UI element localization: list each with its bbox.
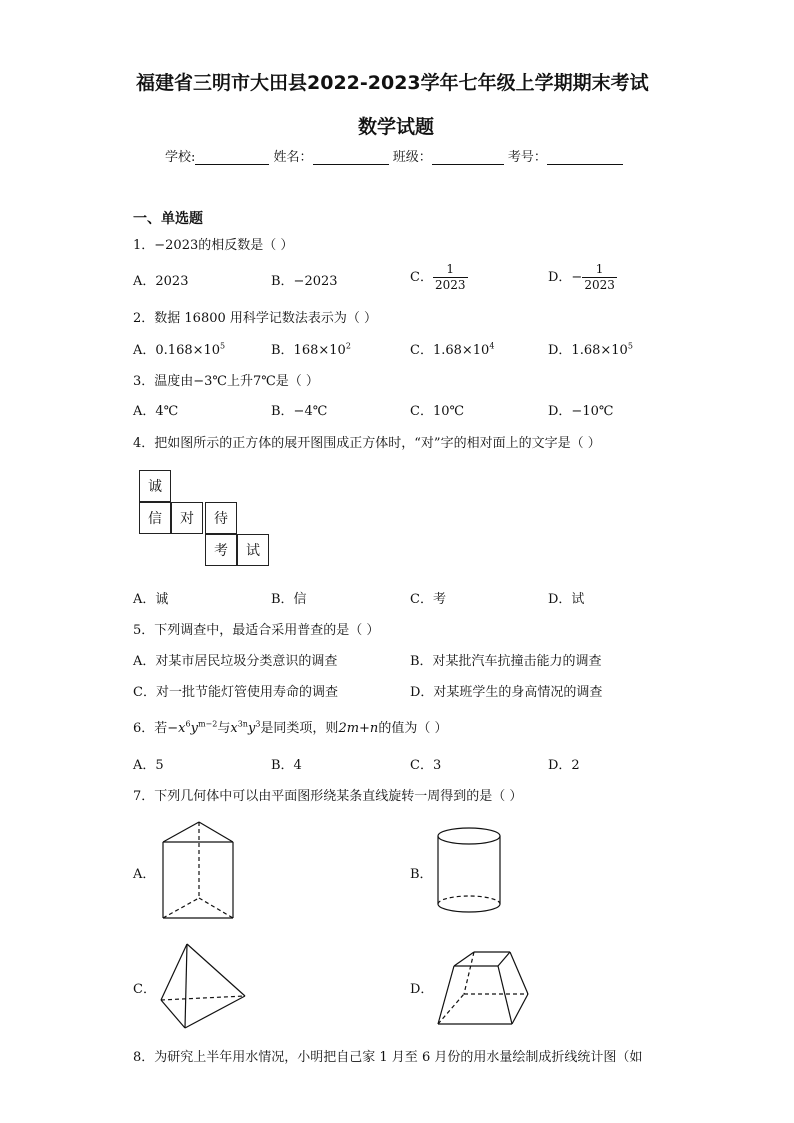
q5-option-d: D．对某班学生的身高情况的调查 — [410, 685, 603, 700]
net-face-dai: 待 — [205, 502, 237, 534]
q6-option-a: A．5 — [133, 758, 164, 773]
net-face-shi: 试 — [237, 534, 269, 566]
q4-option-d: D．试 — [548, 592, 585, 607]
q7-option-b-label: B． — [410, 867, 433, 882]
q1-d-numerator: 1 — [595, 262, 604, 276]
q8-stem: 8．为研究上半年用水情况，小明把自己家 1 月至 6 月份的用水量绘制成折线统计图（如 — [133, 1050, 643, 1065]
q2-option-a: A．$0.168\times 10^5$ — [133, 341, 226, 358]
q7-stem: 7．下列几何体中可以由平面图形绕某条直线旋转一周得到的是（ ） — [133, 789, 523, 804]
q1-c-numerator: 1 — [446, 262, 455, 276]
q3-option-d: D．−10℃ — [548, 404, 614, 419]
q1-c-denominator: 2023 — [434, 278, 466, 292]
q5-option-b: B．对某批汽车抗撞击能力的调查 — [410, 654, 602, 669]
q1-stem: 1．−2023的相反数是（ ） — [133, 238, 294, 253]
q3-option-a: A．4℃ — [133, 404, 179, 419]
number-label: 考号： — [507, 150, 547, 165]
q1-option-b: B．−2023 — [271, 274, 338, 289]
q2-option-c: C．$1.68\times 10^4$ — [410, 341, 495, 358]
name-label: 姓名： — [273, 150, 313, 165]
q7-option-c-label: C． — [133, 982, 156, 997]
q6-stem: 6．若$-x^6y^{m-2}$与$x^{3n}y^3$是同类项，则2m+n的值为（ ） — [133, 719, 448, 736]
q1-option-c: C． $\frac{1}{2023}$ — [410, 262, 466, 292]
q5-option-a: A．对某市居民垃圾分类意识的调查 — [133, 654, 338, 669]
section-title: 一、单选题 — [133, 211, 203, 227]
cube-net-figure — [133, 468, 275, 572]
school-blank[interactable] — [195, 150, 269, 165]
net-face-kao: 考 — [205, 534, 237, 566]
q1-option-d: D．− $\frac{1}{2023}$ — [548, 262, 615, 292]
net-face-xin: 信 — [139, 502, 171, 534]
q4-option-b: B．信 — [271, 592, 307, 607]
number-blank[interactable] — [547, 150, 623, 165]
q2-stem: 2．数据 16800 用科学记数法表示为（ ） — [133, 311, 378, 326]
q5-option-c: C．对一批节能灯管使用寿命的调查 — [133, 685, 338, 700]
class-blank[interactable] — [432, 150, 504, 165]
page-title-line1: 福建省三明市大田县2022-2023学年七年级上学期期末考试 — [136, 72, 649, 94]
q1-option-a: A．2023 — [133, 274, 189, 289]
q6-option-b: B．4 — [271, 758, 302, 773]
q7-option-d-label: D． — [410, 982, 434, 997]
q2-option-b: B．$168\times 10^2$ — [271, 341, 351, 358]
q2-option-d: D．$1.68\times 10^5$ — [548, 341, 633, 358]
q4-option-a: A．诚 — [133, 592, 169, 607]
q3-option-c: C．10℃ — [410, 404, 465, 419]
q3-option-b: B．−4℃ — [271, 404, 328, 419]
name-blank[interactable] — [313, 150, 389, 165]
page-title-line2: 数学试题 — [358, 116, 435, 138]
triangular-prism-figure — [155, 820, 237, 922]
q3-stem: 3．温度由−3℃上升7℃是（ ） — [133, 374, 319, 389]
q7-option-a-label: A． — [133, 867, 156, 882]
class-label: 班级： — [392, 150, 432, 165]
triangular-pyramid-figure — [155, 940, 249, 1032]
cylinder-figure — [434, 826, 504, 918]
frustum-figure — [434, 948, 534, 1030]
q4-stem: 4．把如图所示的正方体的展开图围成正方体时，“对”字的相对面上的文字是（ ） — [133, 436, 601, 451]
school-label: 学校: — [165, 150, 196, 165]
net-face-dui: 对 — [171, 502, 203, 534]
q4-option-c: C．考 — [410, 592, 446, 607]
net-face-cheng: 诚 — [139, 470, 171, 502]
q6-option-d: D．2 — [548, 758, 580, 773]
info-fields — [165, 146, 623, 165]
q5-stem: 5．下列调查中，最适合采用普查的是（ ） — [133, 623, 380, 638]
q1-d-denominator: 2023 — [584, 278, 615, 292]
q6-option-c: C．3 — [410, 758, 442, 773]
